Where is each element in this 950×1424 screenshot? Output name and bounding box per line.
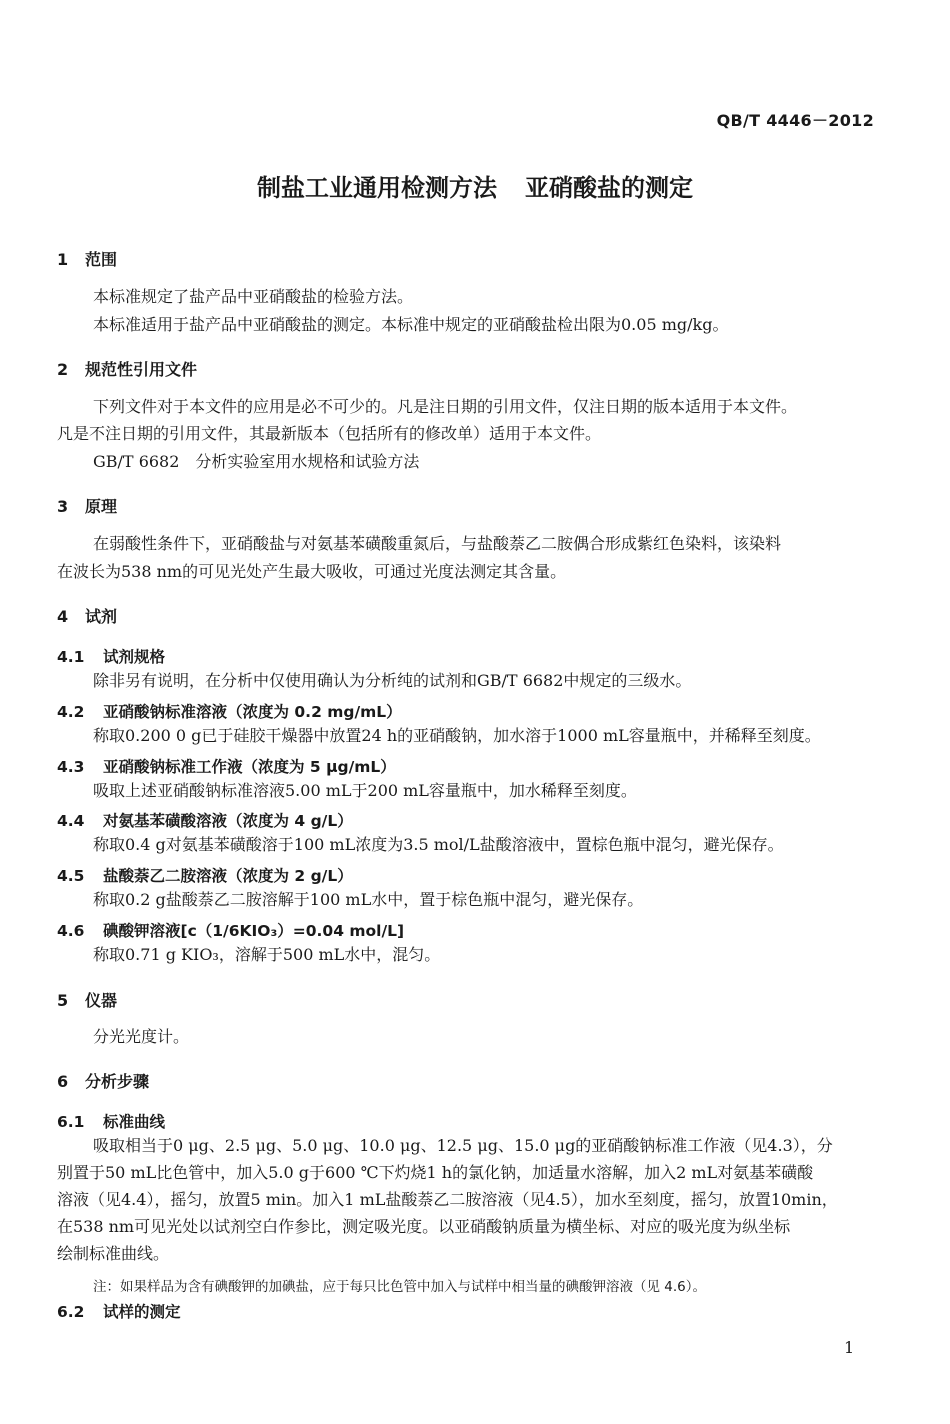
section-4-5-heading: 4.5 盐酸萘乙二胺溶液（浓度为 2 g/L） xyxy=(57,867,353,885)
section-4-heading: 4 试剂 xyxy=(57,607,118,626)
section-4-1-heading: 4.1 试剂规格 xyxy=(57,648,166,666)
section-2-line-2: 凡是不注日期的引用文件，其最新版本（包括所有的修改单）适用于本文件。 xyxy=(57,424,602,443)
section-6-1-line-2: 别置于50 mL比色管中，加入5.0 g于600 ℃下灼烧1 h的氯化钠，加适量水溶解，加入2 mL对氨基苯磺酸 xyxy=(57,1163,814,1182)
section-4-2-heading: 4.2 亚硝酸钠标准溶液（浓度为 0.2 mg/mL） xyxy=(57,703,402,721)
section-4-5-text: 称取0.2 g盐酸萘乙二胺溶解于100 mL水中，置于棕色瓶中混匀，避光保存。 xyxy=(93,890,644,909)
section-3-line-2: 在波长为538 nm的可见光处产生最大吸收，可通过光度法测定其含量。 xyxy=(57,562,567,581)
section-3-heading: 3 原理 xyxy=(57,497,118,516)
section-2-heading: 2 规范性引用文件 xyxy=(57,360,198,379)
section-4-4-heading: 4.4 对氨基苯磺酸溶液（浓度为 4 g/L） xyxy=(57,812,353,830)
section-5-line-1: 分光光度计。 xyxy=(93,1027,190,1046)
section-1-heading: 1 范围 xyxy=(57,250,118,269)
section-4-6-heading: 4.6 碘酸钾溶液[c（1/6KIO₃）=0.04 mol/L] xyxy=(57,922,405,940)
section-4-2-text: 称取0.200 0 g已于硅胶干燥器中放置24 h的亚硝酸钠，加水溶于1000 mL容量瓶中，并稀释至刻度。 xyxy=(93,726,821,745)
section-6-1-note: 注：如果样品为含有碘酸钾的加碘盐，应于每只比色管中加入与试样中相当量的碘酸钾溶液（见 4.6）。 xyxy=(93,1279,707,1295)
section-6-1-line-4: 在538 nm可见光处以试剂空白作参比，测定吸光度。以亚硝酸钠质量为横坐标、对应的吸光度为纵坐标 xyxy=(57,1217,791,1236)
standard-number: QB/T 4446－2012 xyxy=(716,111,874,130)
section-4-4-text: 称取0.4 g对氨基苯磺酸溶于100 mL浓度为3.5 mol/L盐酸溶液中，置棕色瓶中混匀，避光保存。 xyxy=(93,835,784,854)
title-part-1: 制盐工业通用检测方法 xyxy=(257,174,497,202)
title-part-2: 亚硝酸盐的测定 xyxy=(525,174,693,202)
section-3-line-1: 在弱酸性条件下，亚硝酸盐与对氨基苯磺酸重氮后，与盐酸萘乙二胺偶合形成紫红色染料，该染料 xyxy=(93,534,782,553)
section-6-2-heading: 6.2 试样的测定 xyxy=(57,1303,181,1321)
section-4-1-text: 除非另有说明，在分析中仅使用确认为分析纯的试剂和GB/T 6682中规定的三级水。 xyxy=(93,671,692,690)
section-6-1-line-1: 吸取相当于0 μg、2.5 μg、5.0 μg、10.0 μg、12.5 μg、15.0 μg的亚硝酸钠标准工作液（见4.3），分 xyxy=(93,1136,833,1155)
section-2-reference: GB/T 6682 分析实验室用水规格和试验方法 xyxy=(93,452,420,471)
section-2-line-1: 下列文件对于本文件的应用是必不可少的。凡是注日期的引用文件，仅注日期的版本适用于本文件。 xyxy=(93,397,798,416)
section-6-1-heading: 6.1 标准曲线 xyxy=(57,1113,166,1131)
page-title xyxy=(0,168,950,203)
section-1-line-1: 本标准规定了盐产品中亚硝酸盐的检验方法。 xyxy=(93,287,414,306)
section-1-line-2: 本标准适用于盐产品中亚硝酸盐的测定。本标准中规定的亚硝酸盐检出限为0.05 mg/kg。 xyxy=(93,315,729,334)
section-4-3-heading: 4.3 亚硝酸钠标准工作液（浓度为 5 μg/mL） xyxy=(57,758,396,776)
section-4-6-text: 称取0.71 g KIO₃，溶解于500 mL水中，混匀。 xyxy=(93,945,441,964)
section-6-1-line-5: 绘制标准曲线。 xyxy=(57,1244,170,1263)
section-4-3-text: 吸取上述亚硝酸钠标准溶液5.00 mL于200 mL容量瓶中，加水稀释至刻度。 xyxy=(93,781,637,800)
section-6-1-line-3: 溶液（见4.4），摇匀，放置5 min。加入1 mL盐酸萘乙二胺溶液（见4.5），加水至刻度，摇匀，放置10min， xyxy=(57,1190,838,1209)
page-number: 1 xyxy=(844,1338,855,1357)
section-6-heading: 6 分析步骤 xyxy=(57,1072,150,1091)
section-5-heading: 5 仪器 xyxy=(57,991,118,1010)
